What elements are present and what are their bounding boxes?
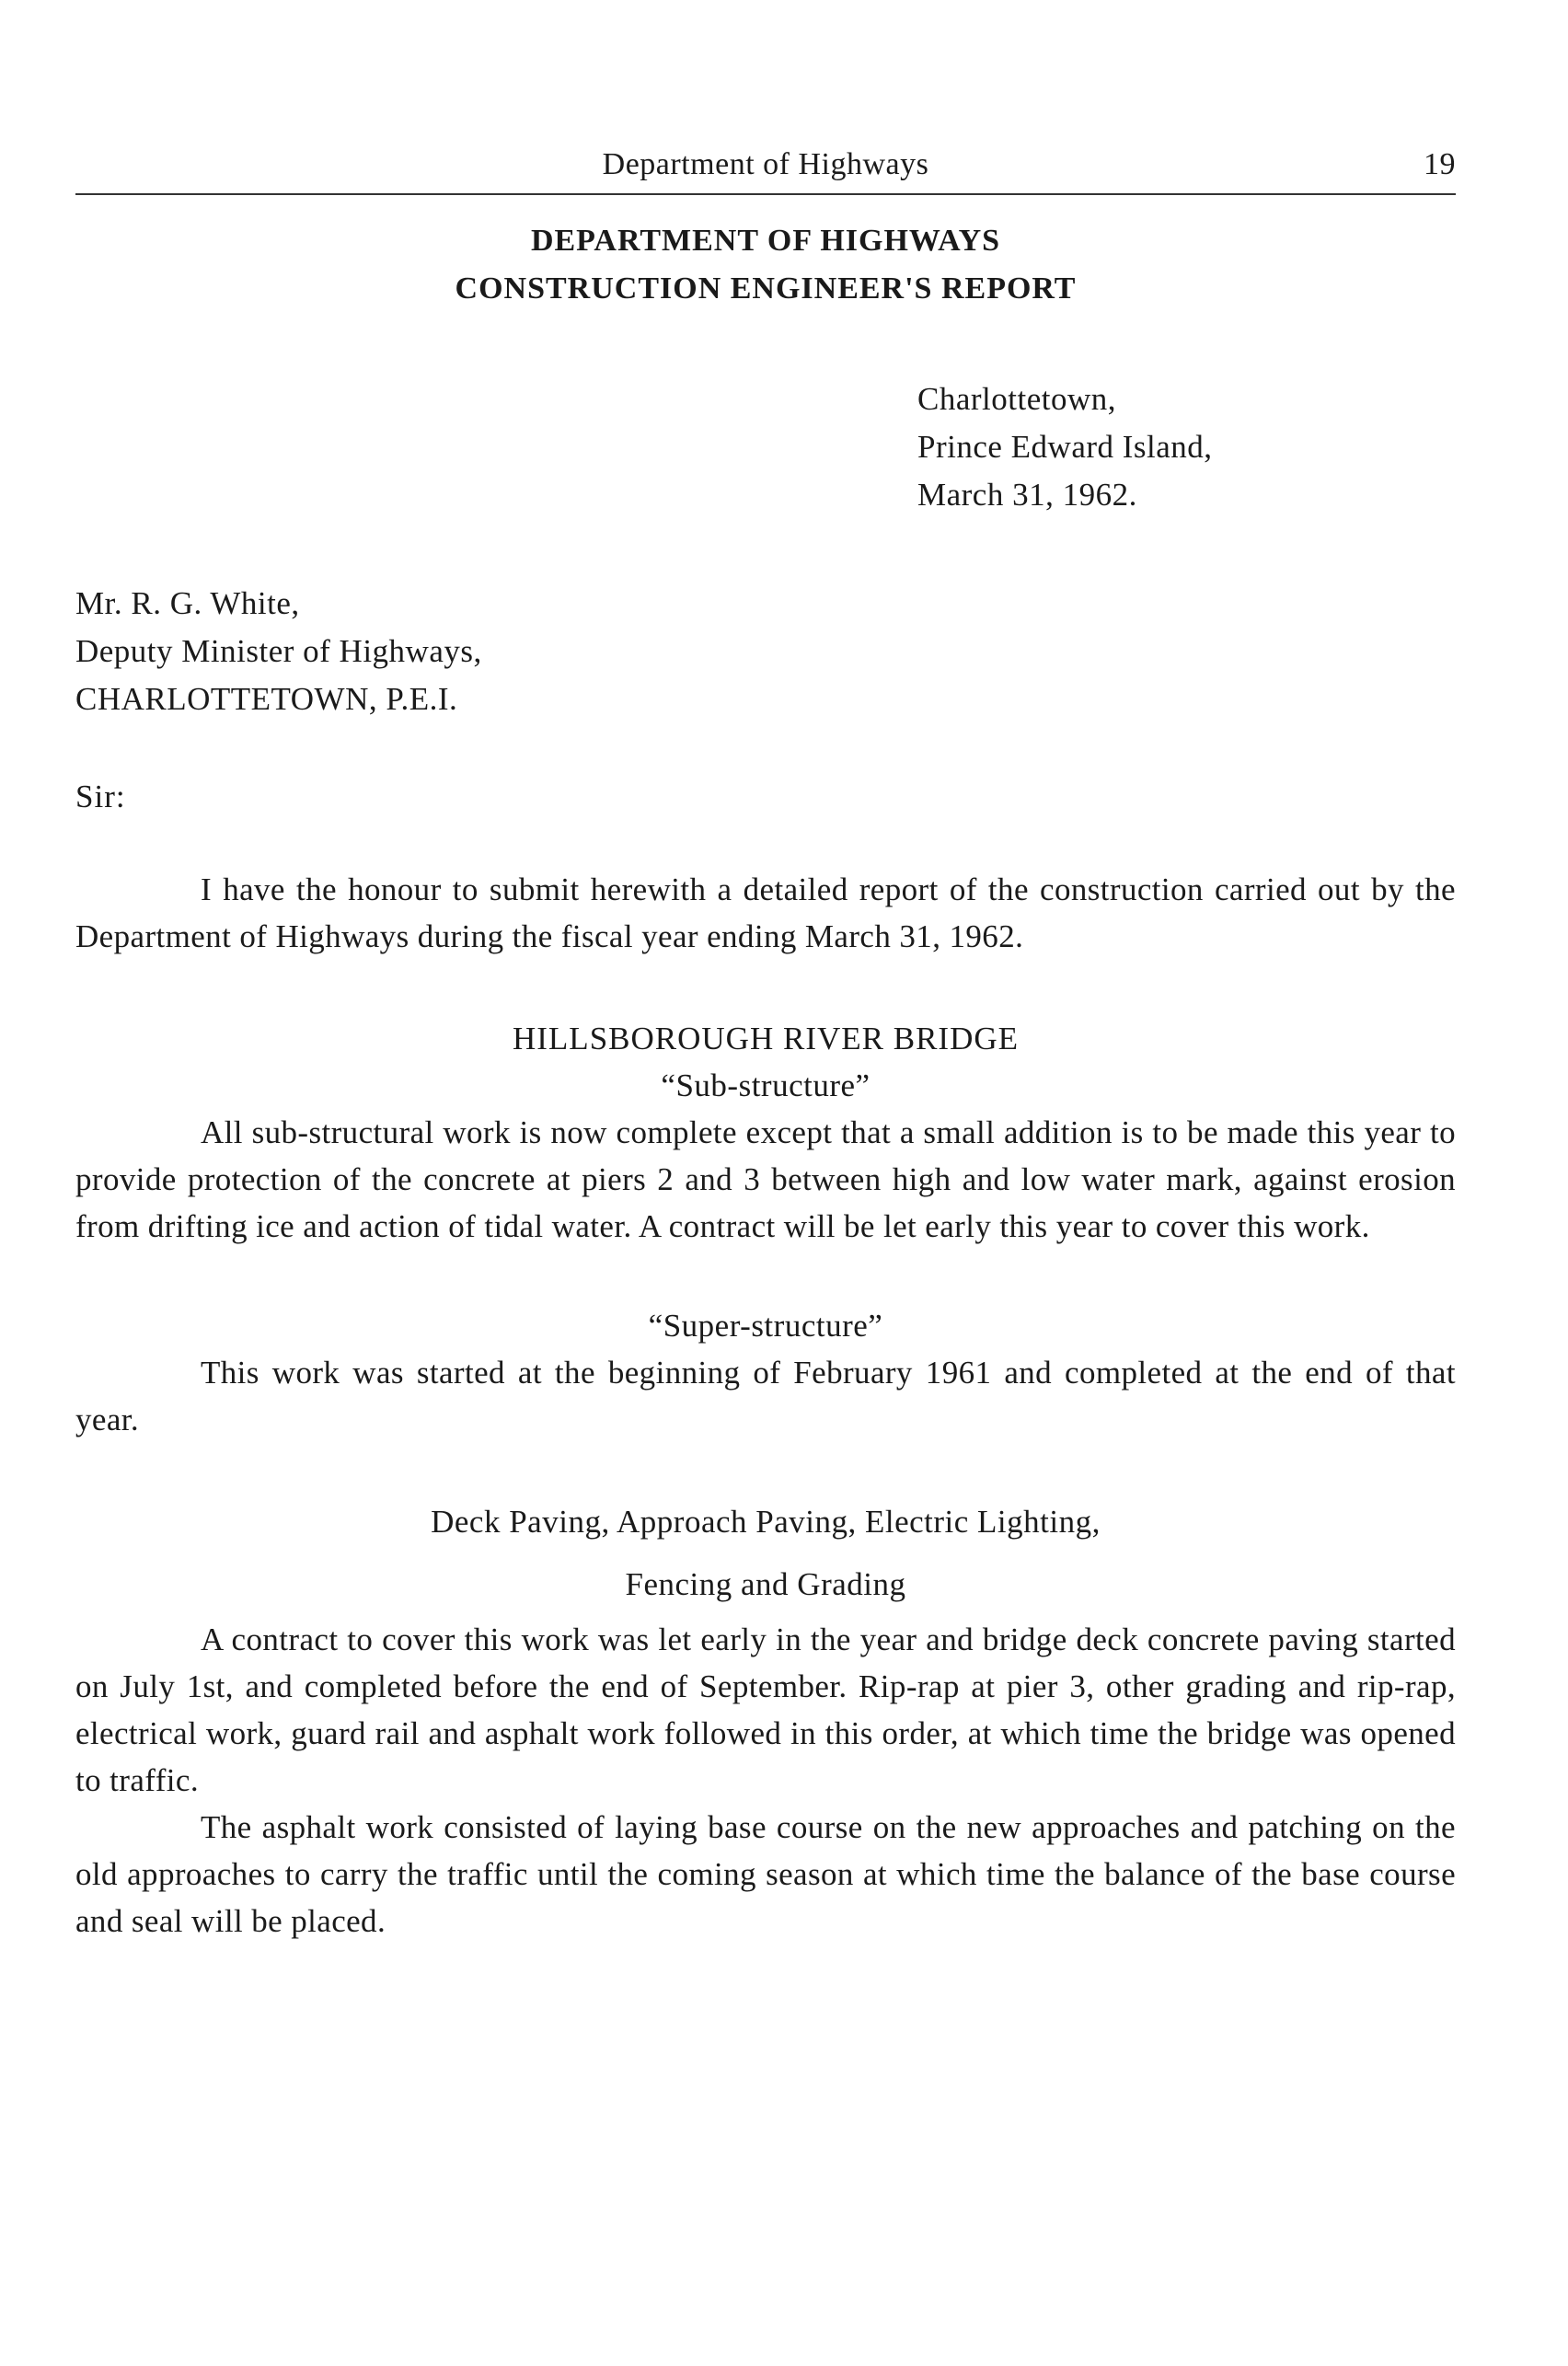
title-line-1: DEPARTMENT OF HIGHWAYS bbox=[530, 224, 1001, 258]
superstructure-paragraph: This work was started at the beginning of February 1961 and completed at the end of that year. bbox=[75, 1355, 1456, 1437]
deck-heading-line-2: Fencing and Grading bbox=[625, 1566, 906, 1602]
addressee-name: Mr. R. G. White, bbox=[75, 585, 300, 621]
date-line: March 31, 1962. bbox=[917, 477, 1137, 513]
page-number: 19 bbox=[1424, 147, 1456, 181]
document-title bbox=[75, 217, 1456, 313]
section-heading: HILLSBOROUGH RIVER BRIDGE bbox=[513, 1021, 1019, 1056]
title-line-2: CONSTRUCTION ENGINEER'S REPORT bbox=[455, 271, 1077, 306]
place-line-1: Charlottetown, bbox=[917, 381, 1116, 417]
deck-paragraph-1: A contract to cover this work was let early in the year and bridge deck concrete paving started on July 1st, and completed before the end of September. Rip-rap at pier 3, other grading and rip-rap, electrical work, guard rail and asphalt work followed in this order, at which time the bridge was opened to traffic. bbox=[75, 1622, 1456, 1798]
salutation: Sir: bbox=[75, 779, 126, 814]
deck-paving-heading bbox=[75, 1491, 1456, 1616]
substructure-paragraph: All sub-structural work is now complete except that a small addition is to be made this year to provide protection of the concrete at piers 2 and 3 between high and low water mark, against erosion from drifting ice and action of tidal water. A contract will be let early this year to cover this work. bbox=[75, 1114, 1456, 1244]
addressee-block bbox=[75, 580, 1456, 723]
page-content bbox=[75, 138, 1456, 1945]
running-title: Department of Highways bbox=[602, 147, 929, 181]
addressee-location: CHARLOTTETOWN, P.E.I. bbox=[75, 681, 458, 717]
intro-paragraph: I have the honour to submit herewith a detailed report of the construction carried out by the Department of Highways during the fiscal year ending March 31, 1962. bbox=[75, 871, 1456, 954]
place-line-2: Prince Edward Island, bbox=[917, 429, 1213, 465]
deck-paragraph-2: The asphalt work consisted of laying base course on the new approaches and patching on the old approaches to carry the traffic until the coming season at which time the balance of the base course and seal will be placed. bbox=[75, 1809, 1456, 1939]
place-and-date bbox=[917, 375, 1456, 519]
deck-heading-line-1: Deck Paving, Approach Paving, Electric Lighting, bbox=[431, 1504, 1101, 1540]
header-rule bbox=[75, 193, 1456, 195]
addressee-title: Deputy Minister of Highways, bbox=[75, 633, 482, 669]
substructure-heading: “Sub-structure” bbox=[661, 1068, 870, 1103]
superstructure-heading: “Super-structure” bbox=[648, 1308, 883, 1344]
running-header bbox=[75, 138, 1456, 193]
